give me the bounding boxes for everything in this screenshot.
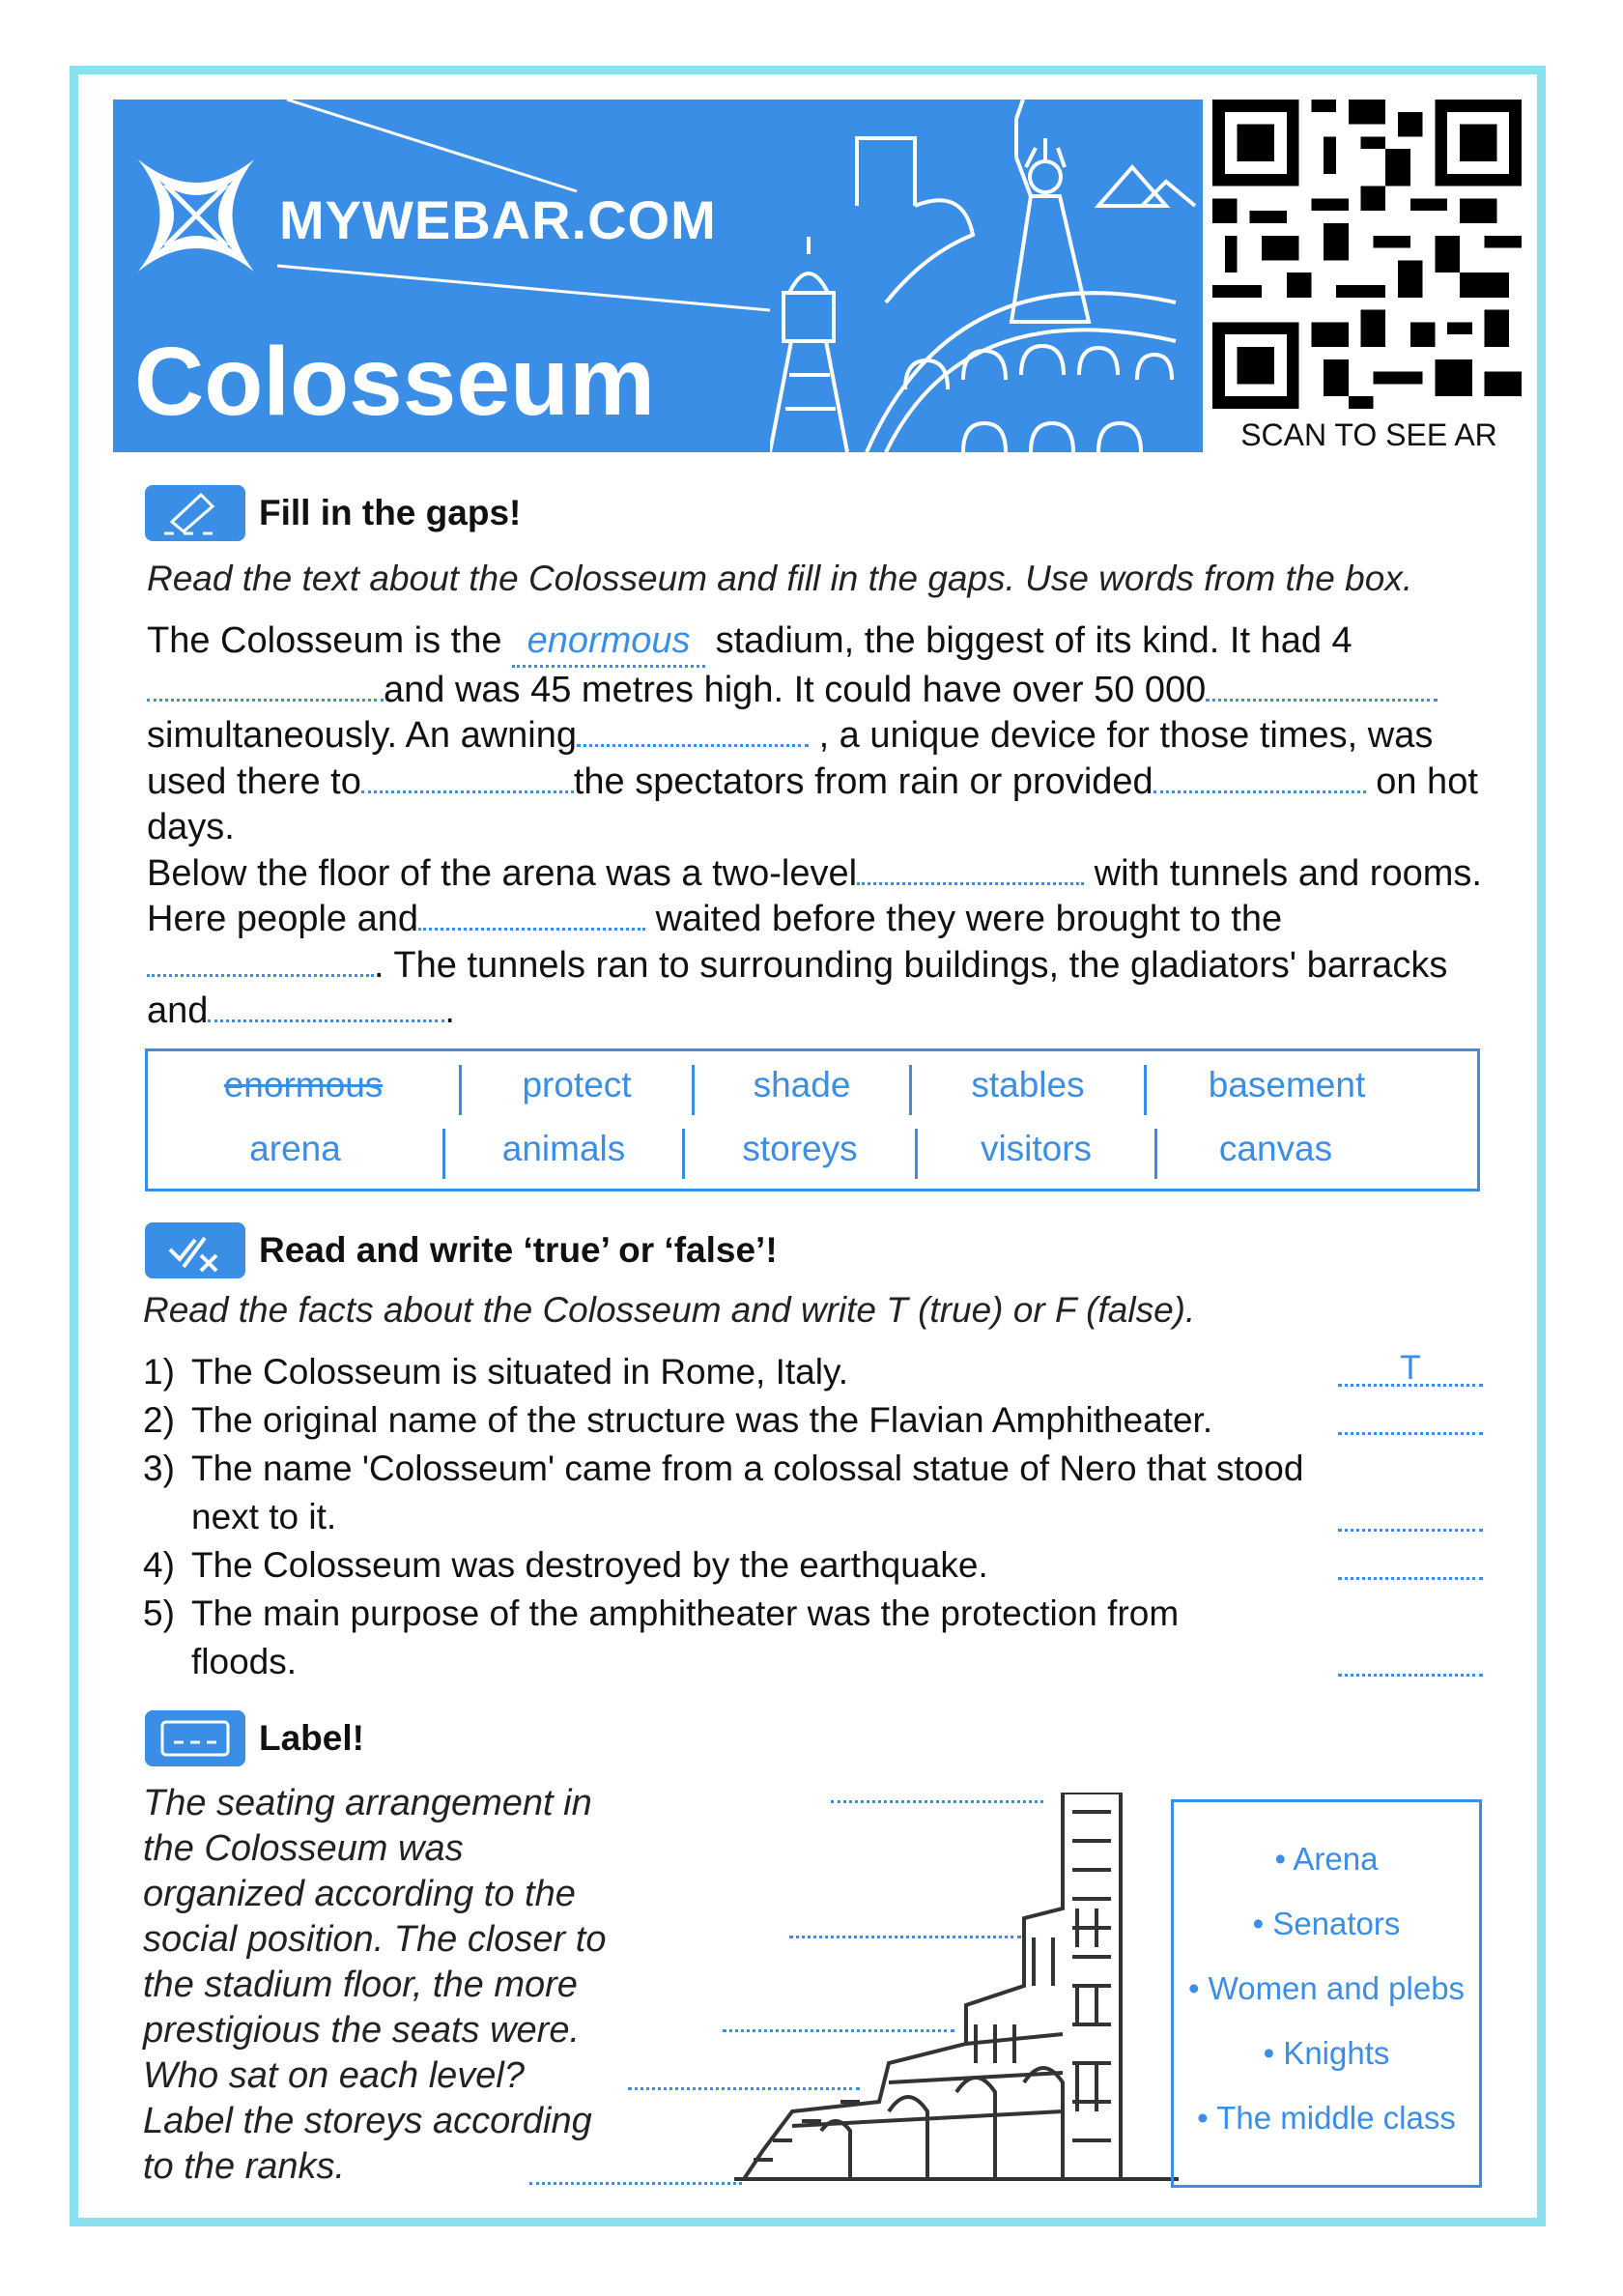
list-item xyxy=(143,1590,1486,1686)
answer-field[interactable] xyxy=(1338,1397,1483,1435)
gap-field[interactable] xyxy=(147,670,384,702)
word-item: arena xyxy=(249,1129,341,1168)
header-banner xyxy=(113,100,1203,452)
gap-field[interactable] xyxy=(208,990,444,1022)
item-text: The main purpose of the amphitheater was the protection from floods. xyxy=(191,1593,1180,1681)
list-item xyxy=(143,1348,1486,1396)
section-fill-gaps-header xyxy=(145,485,521,541)
word-item: canvas xyxy=(1218,1129,1333,1168)
word-item: visitors xyxy=(980,1129,1093,1168)
answer-field[interactable] xyxy=(1338,1494,1483,1532)
rank-item: • The middle class xyxy=(1197,2100,1456,2136)
gap-field[interactable] xyxy=(857,853,1084,885)
section-instruction: Read the facts about the Colosseum and write T (true) or F (false). xyxy=(143,1290,1196,1330)
section-title: Label! xyxy=(259,1718,364,1758)
section-instruction: Read the text about the Colosseum and fill in the gaps. Use words from the box. xyxy=(147,559,1413,598)
answer-field[interactable]: T xyxy=(1338,1349,1483,1387)
gap-filled-example: enormous xyxy=(512,618,705,668)
word-row xyxy=(148,1129,1477,1179)
text-segment: and was 45 metres high. It could have over 50 000 xyxy=(384,669,1207,710)
section-title: Fill in the gaps! xyxy=(259,493,522,532)
word-item: enormous xyxy=(223,1065,384,1105)
item-number: 3) xyxy=(143,1449,175,1488)
gap-fill-text xyxy=(147,618,1490,1035)
colosseum-section-drawing xyxy=(734,1793,1179,2198)
rank-item: • Women and plebs xyxy=(1187,1970,1466,2006)
item-text: The Colosseum is situated in Rome, Italy. xyxy=(191,1352,848,1392)
text-segment: . The tunnels ran to surrounding buildings, the gladiators' barracks and xyxy=(147,944,1448,1031)
item-number: 1) xyxy=(143,1352,175,1392)
list-item xyxy=(143,1541,1486,1590)
section-title: Read and write ‘true’ or ‘false’! xyxy=(259,1230,778,1270)
gap-field[interactable] xyxy=(1153,761,1366,793)
item-number: 5) xyxy=(143,1593,175,1633)
word-box xyxy=(145,1048,1480,1191)
landmarks-illustration xyxy=(770,100,1203,452)
label-instruction: The seating arrangement in the Colosseum was organized according to the social position. The closer to the stadium floor, the more prestigious the seats were. Who sat on each level? Label the storeys according to the ranks. xyxy=(143,1783,607,2187)
text-segment: on hot days. xyxy=(147,761,1478,847)
pencil-ruler-icon xyxy=(145,485,245,541)
gap-field[interactable] xyxy=(577,715,809,747)
item-number: 2) xyxy=(143,1400,175,1440)
text-segment: stadium, the biggest of its kind. It had 4 xyxy=(715,620,1352,661)
gap-field[interactable] xyxy=(147,945,374,977)
word-item: storeys xyxy=(742,1129,858,1168)
answer-field[interactable] xyxy=(1338,1639,1483,1677)
label-answer-line[interactable] xyxy=(529,2182,742,2185)
word-item: basement xyxy=(1208,1065,1366,1105)
text-segment: The Colosseum is the xyxy=(147,620,502,661)
item-number: 4) xyxy=(143,1545,175,1585)
list-item xyxy=(143,1396,1486,1445)
qr-code[interactable] xyxy=(1212,100,1522,409)
text-segment: with tunnels and rooms. Here people and xyxy=(147,852,1482,939)
word-item: protect xyxy=(522,1065,632,1105)
scan-label: SCAN TO SEE AR xyxy=(1240,417,1497,452)
item-text: The Colosseum was destroyed by the earthquake. xyxy=(191,1545,988,1585)
gap-field[interactable] xyxy=(1206,670,1438,702)
item-text: The original name of the structure was the Flavian Amphitheater. xyxy=(191,1400,1213,1440)
page-title: Colosseum xyxy=(134,328,656,436)
text-segment: , a unique device for those times, was used there to xyxy=(147,715,1434,802)
word-item: shade xyxy=(753,1065,851,1105)
text-segment: waited before they were brought to the xyxy=(655,899,1283,939)
section-label-header xyxy=(145,1710,364,1766)
list-item xyxy=(143,1445,1486,1541)
mywebar-logo-icon xyxy=(128,148,264,283)
word-item: animals xyxy=(501,1129,626,1168)
text-segment: Below the floor of the arena was a two-level xyxy=(147,852,858,894)
text-segment: the spectators from rain or provided xyxy=(573,761,1153,802)
label-tag-icon xyxy=(145,1710,245,1766)
rank-item: • Senators xyxy=(1252,1906,1401,1941)
check-cross-icon xyxy=(145,1222,245,1278)
brand-name: MYWEBAR.COM xyxy=(279,189,717,250)
item-text: The name 'Colosseum' came from a colossal statue of Nero that stood next to it. xyxy=(191,1449,1304,1536)
gap-field[interactable] xyxy=(361,761,574,793)
answer-field[interactable] xyxy=(1338,1542,1483,1580)
word-item: stables xyxy=(971,1065,1085,1105)
text-segment: simultaneously. An awning xyxy=(147,715,577,756)
rank-item: • Knights xyxy=(1263,2035,1390,2071)
true-false-list xyxy=(143,1348,1486,1686)
ranks-box xyxy=(1171,1799,1482,2188)
rank-item: • Arena xyxy=(1274,1841,1379,1877)
text-segment: . xyxy=(444,990,455,1031)
section-true-false-header xyxy=(145,1222,778,1278)
gap-field[interactable] xyxy=(418,899,645,931)
word-row xyxy=(148,1065,1477,1115)
